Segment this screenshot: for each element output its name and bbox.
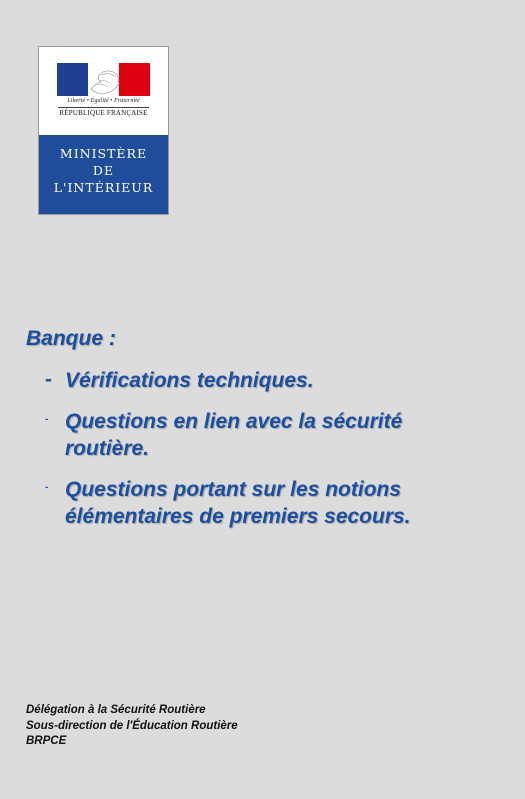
footer-line-brpce: BRPCE	[26, 735, 67, 747]
ministere-interieur-logo	[38, 46, 169, 215]
republique-francaise-label: RÉPUBLIQUE FRANÇAISE	[59, 109, 148, 117]
list-item-verifications: Vérifications techniques.	[65, 369, 314, 392]
section-heading: Banque :	[26, 327, 116, 350]
bullet-dash-3: -	[45, 482, 49, 493]
bullet-dash-1: -	[45, 368, 52, 391]
list-item-premiers-secours: Questions portant sur les notions élémentaires de premiers secours.	[65, 478, 411, 528]
republic-motto: Liberté • Égalité • Fraternité	[67, 98, 140, 104]
logo-marianne-panel	[39, 47, 168, 135]
footer-credits	[26, 703, 238, 750]
ministry-name-line-1: MINISTÈRE	[59, 146, 148, 161]
list-item-securite-routiere: Questions en lien avec la sécurité routière.	[65, 410, 403, 460]
ministry-name-line-2: DE	[92, 163, 115, 178]
marianne-flag-icon	[57, 63, 150, 96]
ministry-name-line-3: L'INTÉRIEUR	[53, 180, 154, 195]
logo-ministry-panel	[39, 135, 168, 214]
footer-line-delegation: Délégation à la Sécurité Routière	[26, 704, 206, 716]
motto-divider	[58, 107, 149, 108]
bullet-dash-2: -	[45, 414, 49, 425]
footer-line-sous-direction: Sous-direction de l'Éducation Routière	[26, 719, 238, 732]
